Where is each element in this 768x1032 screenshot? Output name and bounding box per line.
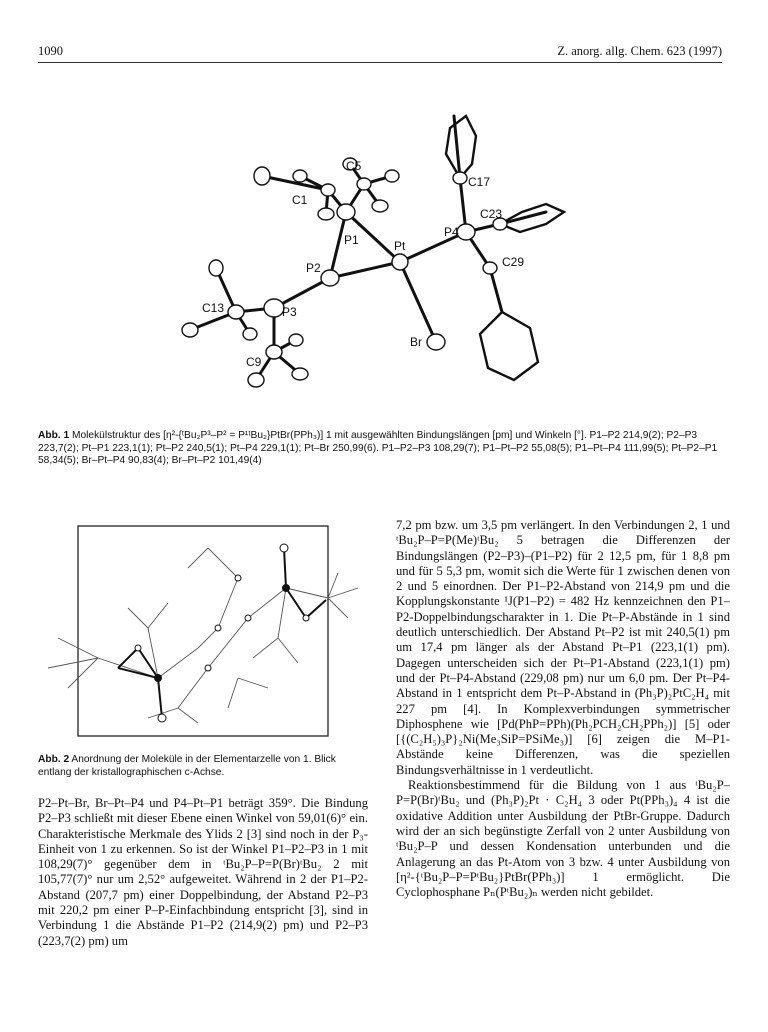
- right-paragraph-2: Reaktionsbestimmend für die Bildung von 1 aus ᵗBu₂P–P=P(Br)ᵗBu₂ und (Ph₃P)₂Pt · C₂H₄ 3 oder Pt(PPh₃)₄ 4 ist die oxidative Addition unter Ausbildung der PtBr-Gruppe. Dadurch wird der an sich begünstigte Zerfall von 2 unter Ausbildung von ᵗBu₂P–P und dessen Kondensation unterbunden und die Anlagerung an das Pt-Atom von 3 bzw. 4 unter Ausbildung von [η²-{ᵗBu₂P–P=PᵗBu₂}PtBr(PPh₃)] 1 ermöglicht. Die Cyclophosphane Pₙ(PᵗBu₂)ₙ werden nicht gebildet.: [396, 778, 730, 900]
- atom-label-c13: C13: [202, 301, 225, 315]
- atom-label-p3: P3: [282, 305, 297, 319]
- figure-2-caption-text: Anordnung der Moleküle in der Elementarzelle von 1. Blick entlang der kristallographischen c-Achse.: [38, 754, 336, 778]
- figure-1-caption: [38, 430, 728, 468]
- atom-label-c9: C9: [246, 355, 262, 369]
- atom-label-p4: P4: [444, 225, 459, 239]
- right-column-text: [396, 518, 730, 900]
- atom-label-pt: Pt: [394, 239, 406, 253]
- right-paragraph-1: 7,2 pm bzw. um 3,5 pm verlängert. In den Verbindungen 2, 1 und ᵗBu₂P–P=P(Me)ᵗBu₂ 5 betragen die Differenzen der Bindungslängen (P2–P3)–(P1–P2) für 2 12,5 pm, für 1 8,8 pm und für 5 5,3 pm, womit sich die Werte für 1 zwischen denen von 2 und 5 einordnen. Der P1–P2-Abstand von 214,9 pm und die Kopplungskonstante ¹J(P1–P2) = 482 Hz kennzeichnen den P1–P2-Doppelbindungscharakter in 1. Die Pt–P-Abstände in 1 sind deutlich unterschiedlich. Der Abstand Pt–P2 ist mit 240,5(1) pm um 17,4 pm länger als der Abstand Pt–P1 (223,1(1) pm). Dagegen unterscheiden sich der Pt–P1-Abstand (223,1(1) pm) und der Pt–P4-Abstand (229,08 pm) nur um 6,0 pm. Der Pt–P4-Abstand in 1 entspricht dem Pt–P-Abstand in (Ph₃P)₂PtC₂H₄ mit 227 pm [4]. In Komplexverbindungen symmetrischer Diphosphene wie [Pd(PhP=PPh)(Ph₂PCH₂CH₂PPh₂)] [5] oder [{(C₂H₅)₃P}₂Ni(Me₃SiP=PSiMe₃)] [6] zeigen die M–P1-Abstände keine Differenzen, was die speziellen Bindungsverhältnisse in 1 verdeutlicht.: [396, 518, 730, 777]
- atom-label-c23: C23: [480, 207, 503, 221]
- figure-1-caption-text: Molekülstruktur des [η²-{ᵗBu₂P³–P² = P¹ᵗBu₂}PtBr(PPh₃)] 1 mit ausgewählten Bindungslängen [pm] und Winkeln [°]. P1–P2 214,9(2); P2–P3 223,7(2); Pt–P1 223,1(1); Pt–P2 240,5(1); Pt–P4 229,1(1); Pt–Br 250,99(6). P1–P2–P3 108,29(7); P1–Pt–P2 55,08(5); P1–Pt–P4 111,99(5); Pt–P2–P1 58,34(5); Br–Pt–P4 90,83(4); Br–Pt–P2 101,49(4): [38, 430, 718, 467]
- figure-1-molecular-structure: [150, 72, 630, 422]
- figure-2-caption: [38, 754, 366, 779]
- figure-1-label: Abb. 1: [38, 430, 70, 441]
- atom-label-br: Br: [410, 335, 422, 349]
- atom-label-p2: P2: [306, 261, 321, 275]
- atom-label-p1: P1: [344, 233, 359, 247]
- figure-2-unit-cell: [38, 518, 368, 748]
- header-rule: [38, 62, 722, 63]
- journal-reference: Z. anorg. allg. Chem. 623 (1997): [557, 44, 722, 58]
- atom-label-c1: C1: [292, 193, 308, 207]
- figure-2-label: Abb. 2: [38, 754, 70, 765]
- atom-label-c5: C5: [346, 159, 362, 173]
- atom-label-c17: C17: [468, 175, 491, 189]
- page-number: 1090: [38, 44, 63, 58]
- left-paragraph-1: P2–Pt–Br, Br–Pt–P4 und P4–Pt–P1 beträgt 359°. Die Bindung P2–P3 schließt mit dieser Ebene einen Winkel von 59,01(6)° ein. Charakteristische Merkmale des Ylids 2 [3] sind noch in der P₃-Einheit von 1 zu erkennen. So ist der Winkel P1–P2–P3 in 1 mit 108,29(7)° gegenüber dem in ᵗBu₂P–P=P(Br)ᵗBu₂ 2 mit 105,77(7)° nur um 2,52° aufgeweitet. Während in 2 der P1–P2-Abstand (207,7 pm) einer Doppelbindung, der Abstand P2–P3 mit 220,2 pm einer P–P-Einfachbindung entspricht [3], sind in Verbindung 1 die Abstände P1–P2 (214,9(2) pm) und P2–P3 (223,7(2) pm) um: [38, 796, 368, 948]
- left-column-text: [38, 796, 368, 949]
- atom-label-c29: C29: [502, 255, 525, 269]
